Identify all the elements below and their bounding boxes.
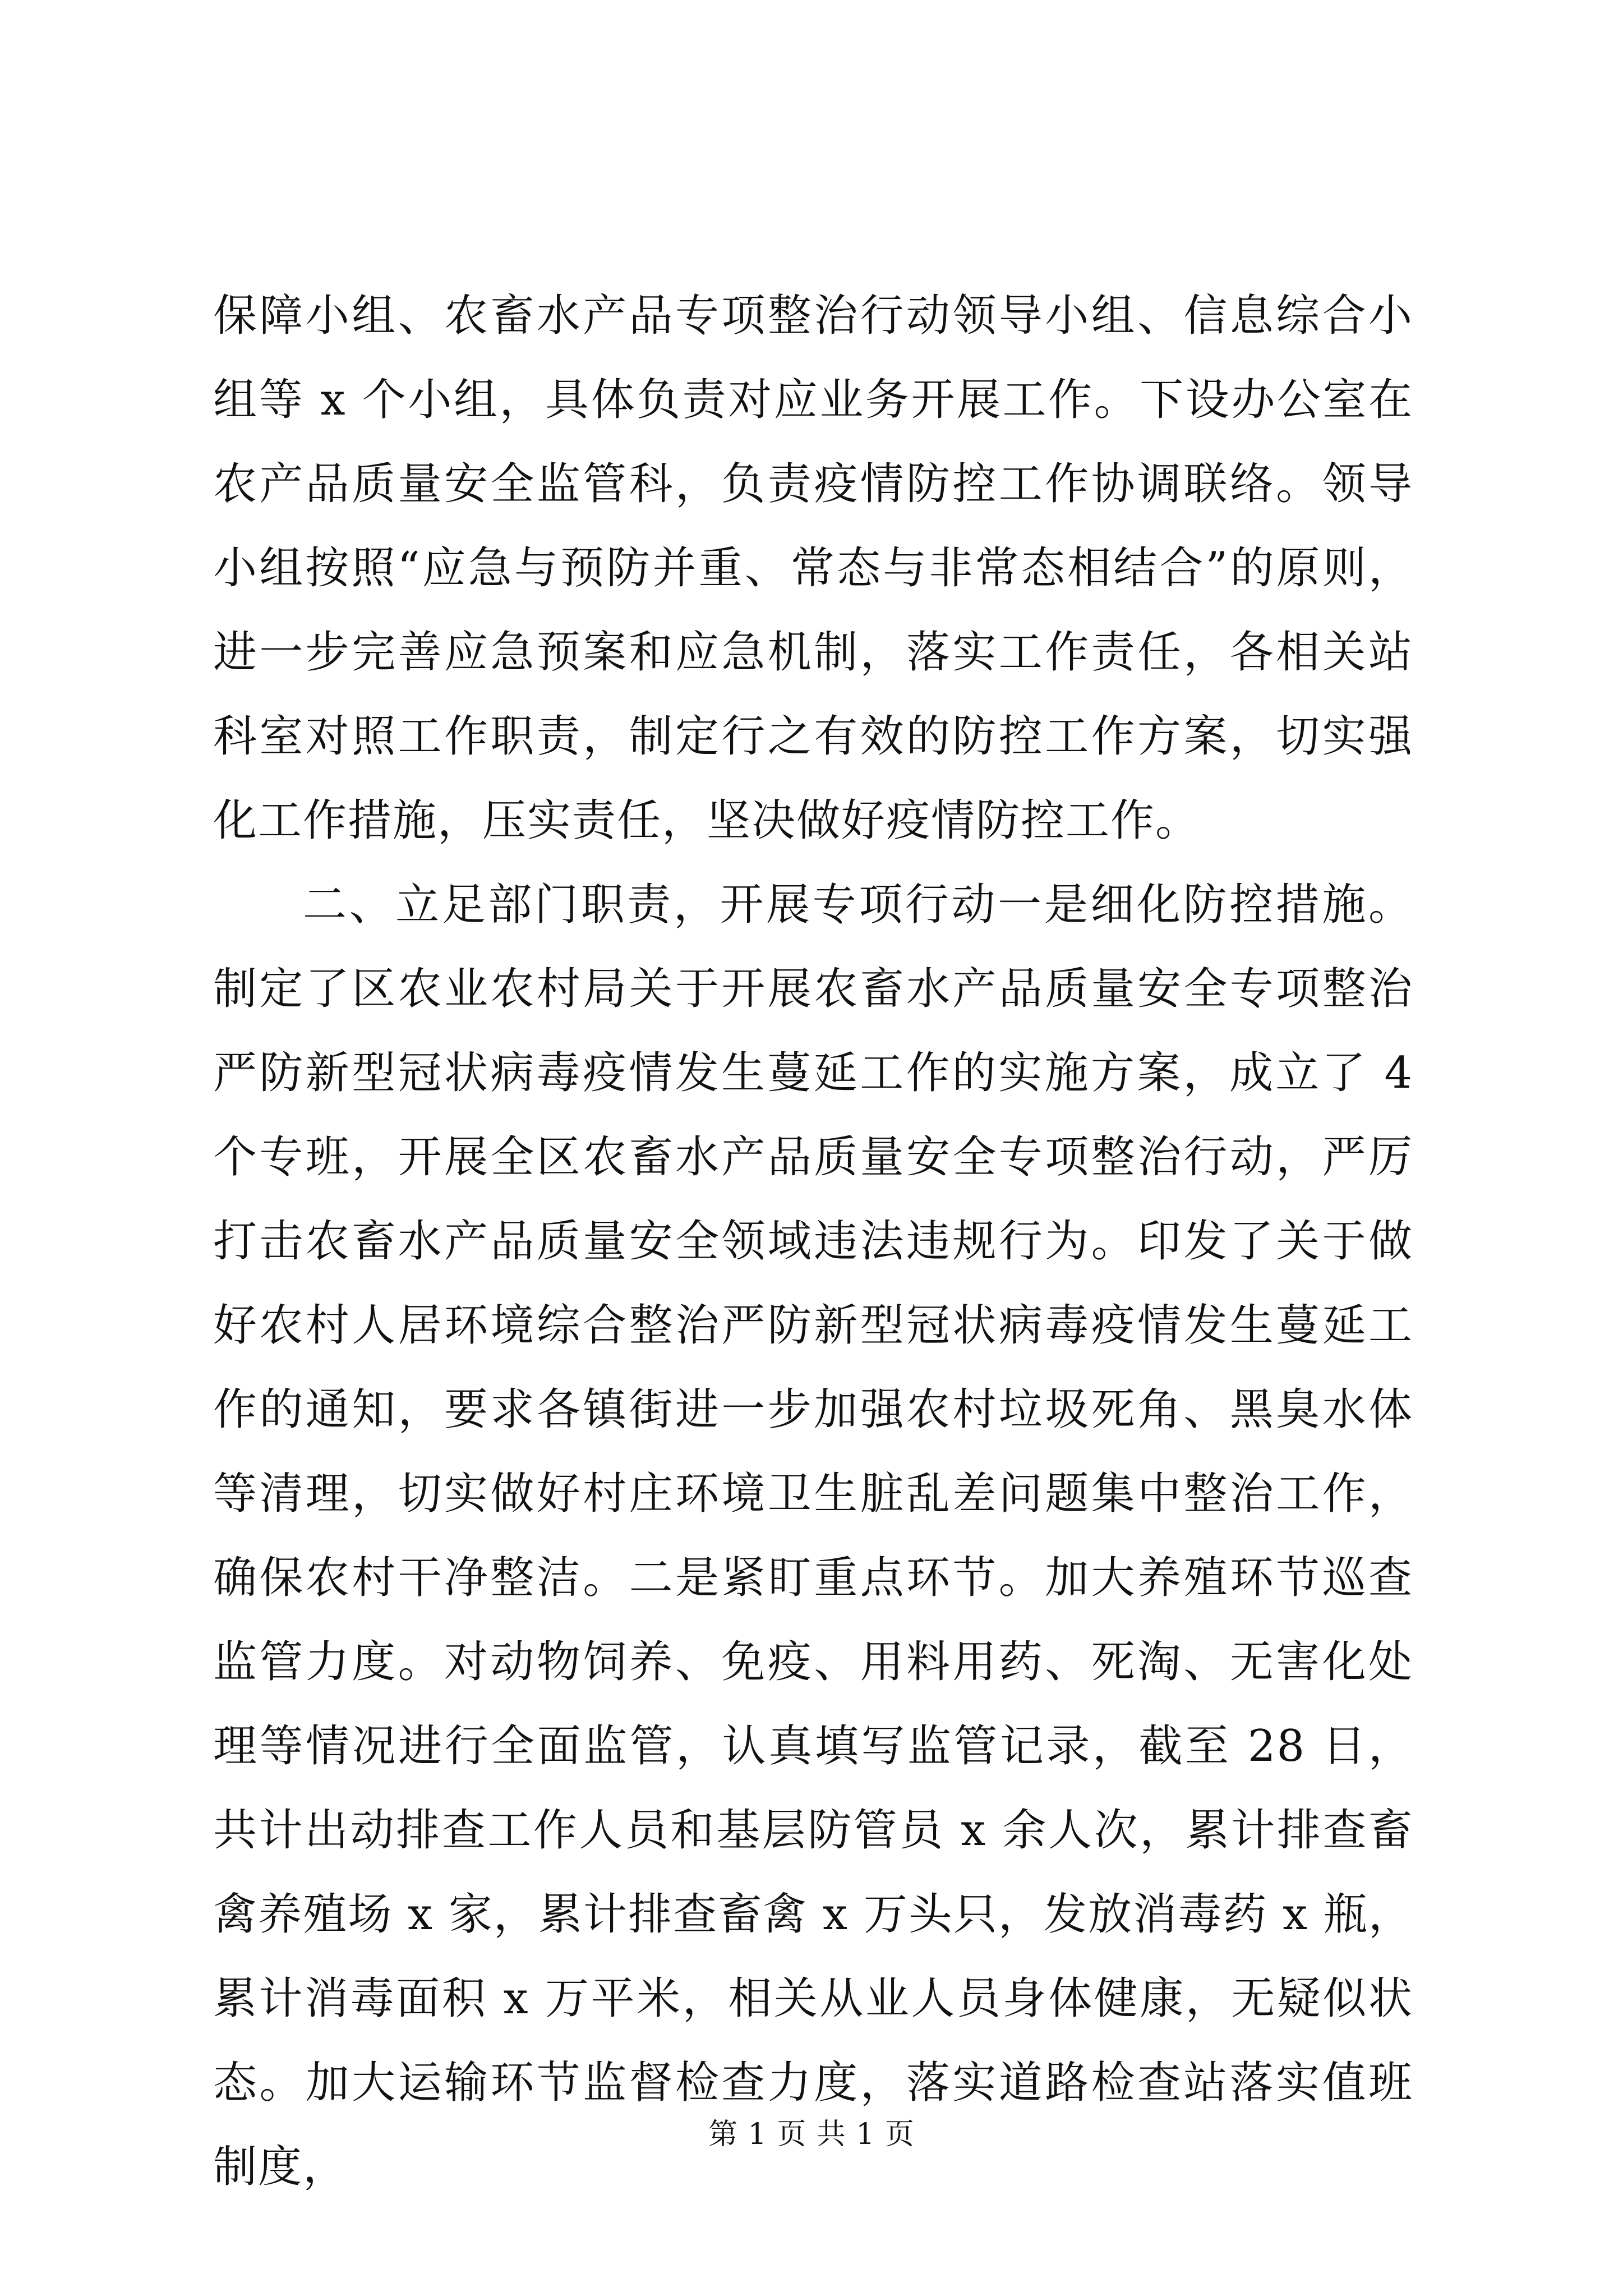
document-body (213, 274, 1413, 2209)
paragraph-section-two: 二、立足部门职责，开展专项行动一是细化防控措施。制定了区农业农村局关于开展农畜水产品质量安全专项整治严防新型冠状病毒疫情发生蔓延工作的实施方案，成立了 4 个专班，开展全区农畜水产品质量安全专项整治行动，严厉打击农畜水产品质量安全领域违法违规行为。印发了关于做好农村人居环境综合整治严防新型冠状病毒疫情发生蔓延工作的通知，要求各镇街进一步加强农村垃圾死角、黑臭水体等清理，切实做好村庄环境卫生脏乱差问题集中整治工作，确保农村干净整洁。二是紧盯重点环节。加大养殖环节巡查监管力度。对动物饲养、免疫、用料用药、死淘、无害化处理等情况进行全面监管，认真填写监管记录，截至 28 日，共计出动排查工作人员和基层防管员 x 余人次，累计排查畜禽养殖场 x 家，累计排查畜禽 x 万头只，发放消毒药 x 瓶，累计消毒面积 x 万平米，相关从业人员身体健康，无疑似状态。加大运输环节监督检查力度，落实道路检查站落实值班制度， (213, 880, 1413, 2192)
paragraph-continued: 保障小组、农畜水产品专项整治行动领导小组、信息综合小组等 x 个小组，具体负责对应业务开展工作。下设办公室在农产品质量安全监管科，负责疫情防控工作协调联络。领导小组按照“应急与预防并重、常态与非常态相结合”的原则，进一步完善应急预案和应急机制，落实工作责任，各相关站科室对照工作职责，制定行之有效的防控工作方案，切实强化工作措施，压实责任，坚决做好疫情防控工作。 (213, 291, 1413, 846)
page-number-footer: 第 1 页 共 1 页 (708, 2118, 915, 2151)
